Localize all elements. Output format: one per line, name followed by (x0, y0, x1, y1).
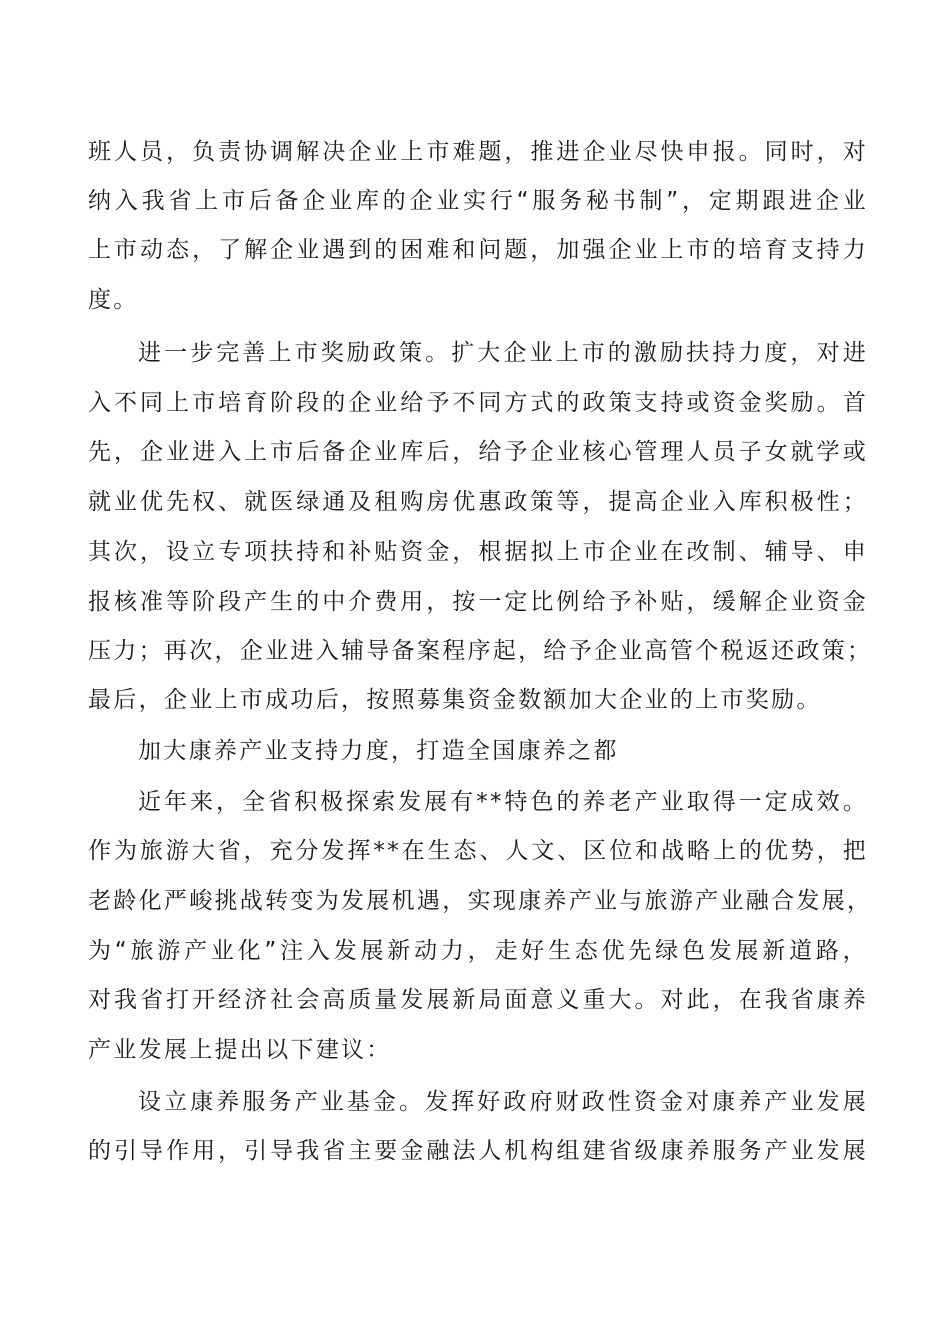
text-line: 压力；再次，企业进入辅导备案程序起，给予企业高管个税返还政策； (88, 638, 873, 664)
text-line: 其次，设立专项扶持和补贴资金，根据拟上市企业在改制、辅导、申 (88, 539, 868, 565)
text-line: 入不同上市培育阶段的企业给予不同方式的政策支持或资金奖励。首 (88, 390, 868, 416)
paragraph-first-line: 近年来，全省积极探索发展有**特色的养老产业取得一定成效。 (138, 789, 868, 815)
text-line: 班人员，负责协调解决企业上市难题，推进企业尽快申报。同时，对 (88, 139, 868, 165)
text-line: 度。 (88, 287, 139, 313)
text-line: 先，企业进入上市后备企业库后，给予企业核心管理人员子女就学或 (88, 439, 868, 465)
text-line: 产业发展上提出以下建议： (88, 1037, 392, 1063)
text-line: 纳入我省上市后备企业库的企业实行“服务秘书制”，定期跟进企业 (88, 188, 868, 214)
text-line: 上市动态，了解企业遇到的困难和问题，加强企业上市的培育支持力 (88, 237, 868, 263)
text-line: 最后，企业上市成功后，按照募集资金数额加大企业的上市奖励。 (88, 687, 822, 713)
text-line: 的引导作用，引导我省主要金融法人机构组建省级康养服务产业发展 (88, 1138, 868, 1164)
text-line: 就业优先权、就医绿通及租购房优惠政策等，提高企业入库积极性； (88, 489, 868, 515)
text-line: 作为旅游大省，充分发挥**在生态、人文、区位和战略上的优势，把 (88, 838, 868, 864)
paragraph-first-line: 设立康养服务产业基金。发挥好政府财政性资金对康养产业发展 (138, 1089, 868, 1115)
text-line: 报核准等阶段产生的中介费用，按一定比例给予补贴，缓解企业资金 (88, 589, 868, 615)
section-heading: 加大康养产业支持力度，打造全国康养之都 (138, 738, 619, 764)
paragraph-first-line: 进一步完善上市奖励政策。扩大企业上市的激励扶持力度，对进 (138, 340, 868, 366)
text-line: 对我省打开经济社会高质量发展新局面意义重大。对此，在我省康养 (88, 987, 868, 1013)
text-line: 老龄化严峻挑战转变为发展机遇，实现康养产业与旅游产业融合发展， (88, 888, 873, 914)
text-line: 为“旅游产业化”注入发展新动力，走好生态优先绿色发展新道路， (88, 938, 868, 964)
